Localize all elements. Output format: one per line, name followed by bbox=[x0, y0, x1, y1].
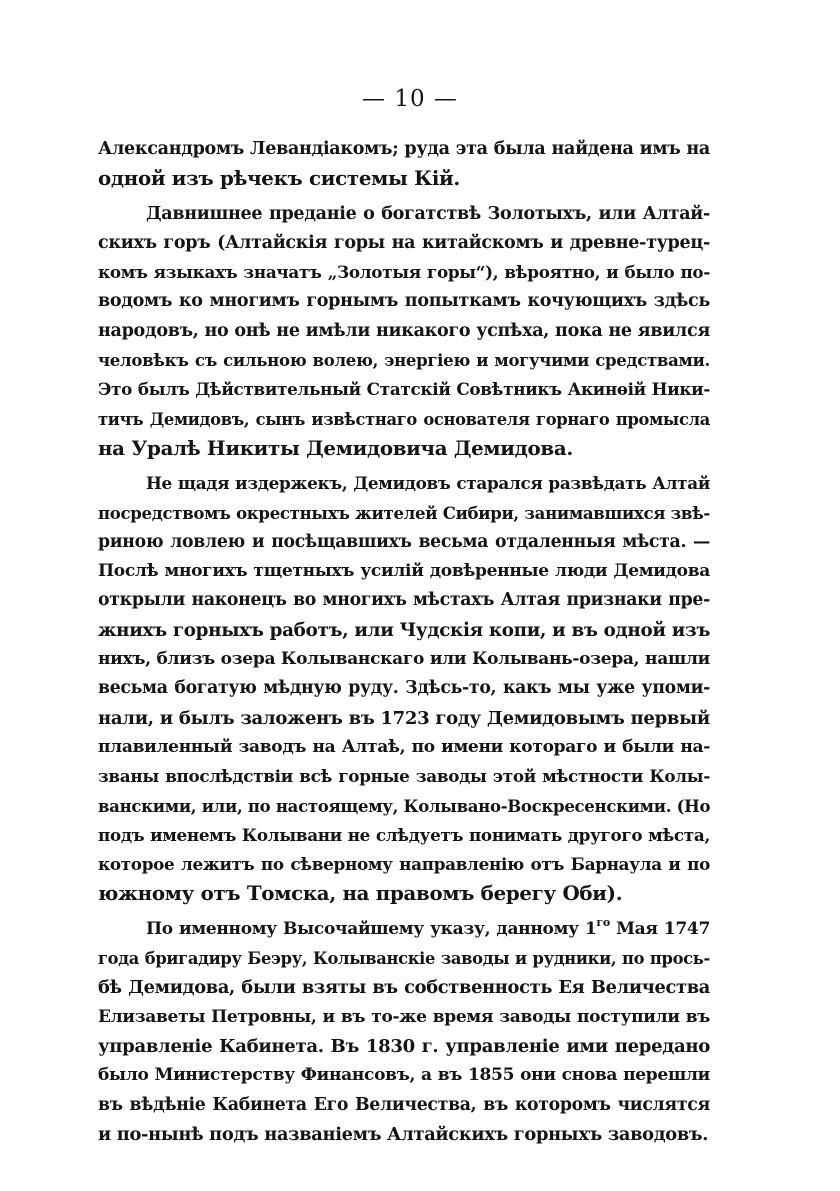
text-line: нихъ, близъ озера Колыванскаго или Колывань-озера, нашли bbox=[98, 649, 710, 670]
text-line: жнихъ горныхъ работъ, или Чудскія копи, и въ одной изъ bbox=[98, 619, 711, 641]
page-number: — 10 — bbox=[362, 86, 458, 112]
text-line: нали, и былъ заложенъ въ 1723 году Демидовымъ первый bbox=[98, 707, 710, 729]
ordinal-superscript: го bbox=[596, 915, 610, 929]
text-line-with-ordinal bbox=[98, 915, 710, 944]
text-line: въ вѣдѣніе Кабинета Его Величества, въ которомъ числятся bbox=[98, 1094, 710, 1115]
text-line: открыли наконецъ во многихъ мѣстахъ Алтая признаки пре- bbox=[98, 590, 710, 611]
paragraph-2 bbox=[98, 200, 710, 464]
text-line: скихъ горъ (Алтайскія горы на китайскомъ и древне-турец- bbox=[98, 232, 710, 253]
text-line: и по-нынѣ подъ названіемъ Алтайскихъ горныхъ заводовъ. bbox=[98, 1123, 709, 1145]
text-line: бѣ Демидова, были взяты въ собственность Ея Величества bbox=[98, 977, 710, 999]
text-line: которое лежитъ по сѣверному направленію отъ Барнаула и по bbox=[98, 854, 710, 875]
text-line: Елизаветы Петровны, и въ то-же время заводы поступили въ bbox=[98, 1006, 710, 1027]
text-line: было Министерству Финансовъ, а въ 1855 они снова перешли bbox=[98, 1065, 710, 1086]
text-line: ванскими, или, по настоящему, Колывано-Воскресенскими. (Но bbox=[98, 795, 711, 816]
line-segment: По именному Высочайшему указу, данному 1 bbox=[146, 918, 597, 939]
text-line: Давнишнее преданіе о богатствѣ Золотыхъ, или Алтай- bbox=[146, 203, 710, 224]
text-line: водомъ ко многимъ горнымъ попыткамъ кочующихъ здѣсь bbox=[98, 291, 710, 312]
line-segment: Мая 1747 bbox=[609, 918, 711, 939]
text-line: посредствомъ окрестныхъ жителей Сибири, занимавшихся звѣ- bbox=[98, 502, 710, 523]
text-line: тичъ Демидовъ, сынъ извѣстнаго основателя горнаго промысла bbox=[98, 409, 710, 429]
paragraph-4 bbox=[98, 915, 710, 1149]
text-line: Это былъ Дѣйствительный Статскій Совѣтникъ Акинѳій Ники- bbox=[98, 379, 710, 400]
text-line: плавиленный заводъ на Алтаѣ, по имени котораго и были на- bbox=[98, 736, 710, 757]
text-line: управленіе Кабинета. Въ 1830 г. управленіе ими передано bbox=[98, 1035, 710, 1057]
text-line: народовъ, но онѣ не имѣли никакого успѣха, пока не явился bbox=[98, 320, 710, 341]
text-line: Не щадя издержекъ, Демидовъ старался развѣдать Алтай bbox=[146, 473, 710, 494]
text-line: человѣкъ съ сильною волею, энергіею и могучими средствами. bbox=[98, 350, 710, 371]
body-text bbox=[98, 135, 710, 1149]
text-line: южному отъ Томска, на правомъ берегу Оби). bbox=[98, 881, 623, 906]
text-line: Послѣ многихъ тщетныхъ усилій довѣренные люди Демидова bbox=[98, 561, 710, 582]
paragraph-3 bbox=[98, 469, 710, 908]
text-line: подъ именемъ Колывани не слѣдуетъ понимать другого мѣста, bbox=[98, 824, 710, 845]
text-line: весьма богатую мѣдную руду. Здѣсь-то, какъ мы уже упоми- bbox=[98, 678, 710, 699]
text-line: риною ловлею и посѣщавшихъ весьма отдаленныя мѣста. — bbox=[98, 531, 710, 552]
text-line: званы впослѣдствіи всѣ горные заводы этой мѣстности Колы- bbox=[98, 766, 710, 787]
text-line: одной изъ рѣчекъ системы Кій. bbox=[98, 166, 460, 191]
text-line: комъ языкахъ значатъ „Золотыя горы“), вѣроятно, и было по- bbox=[98, 262, 710, 283]
text-line: года бригадиру Беэру, Колыванскіе заводы и рудники, по прось- bbox=[98, 949, 710, 969]
paragraph-1 bbox=[98, 135, 710, 194]
text-line: на Уралѣ Никиты Демидовича Демидова. bbox=[98, 435, 573, 460]
text-line: Александромъ Левандіакомъ; руда эта была найдена имъ на bbox=[98, 139, 710, 159]
